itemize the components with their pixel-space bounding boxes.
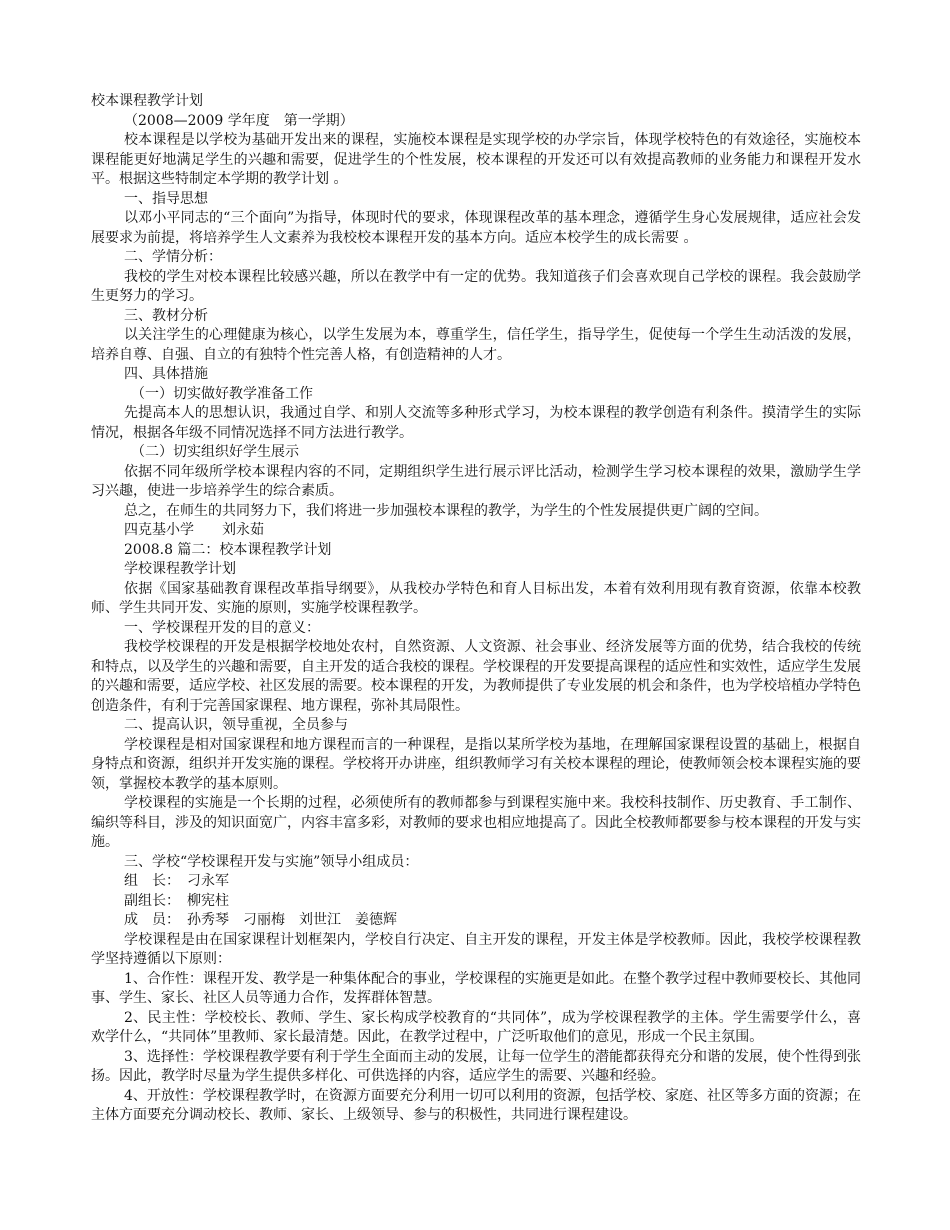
principle-democracy: 2、民主性：学校校长、教师、学生、家长构成学校教育的“共同体”，成为学校课程教学的主体。学生需要学什么，喜欢学什么，“共同体”里教师、家长最清楚。因此，在教学过程中，广泛听取他们的意见，形成一个民主氛围。 bbox=[91, 1009, 861, 1045]
principle-openness: 4、开放性：学校课程教学时，在资源方面要充分利用一切可以利用的资源，包括学校、家庭、社区等多方面的资源；在主体方面要充分调动校长、教师、家长、上级领导、参与的积极性，共同进行课程建设。 bbox=[91, 1087, 861, 1123]
paragraph-purpose: 我校学校课程的开发是根据学校地处农村，自然资源、人文资源、社会事业、经济发展等方面的优势，结合我校的传统和特点，以及学生的兴趣和需要，自主开发的适合我校的课程。学校课程的开发要提高课程的适应性和实效性，适应学生发展的兴趣和需要，适应学校、社区发展的需要。校本课程的开发，为教师提供了专业发展的机会和条件，也为学校培植办学特色创造条件，有利于完善国家课程、地方课程，弥补其局限性。 bbox=[91, 639, 861, 714]
heading-material-analysis: 三、教材分析 bbox=[124, 307, 208, 324]
intro-paragraph: 校本课程是以学校为基础开发出来的课程，实施校本课程是实现学校的办学宗旨，体现学校特色的有效途径，实施校本课程能更好地满足学生的兴趣和需要，促进学生的个性发展，校本课程的开发还可以有效提高教师的业务能力和课程开发水平。根据这些特制定本学期的教学计划 。 bbox=[91, 132, 861, 187]
member-deputy: 副组长： 柳宪柱 bbox=[124, 892, 229, 909]
paragraph-summary: 总之，在师生的共同努力下，我们将进一步加强校本课程的教学，为学生的个性发展提供更广阔的空间。 bbox=[124, 502, 768, 519]
heading-awareness: 二、提高认识，领导重视，全员参与 bbox=[124, 717, 348, 733]
paragraph-showcase: 依据不同年级所学校本课程内容的不同，定期组织学生进行展示评比活动，检测学生学习校本课程的效果，激励学生学习兴趣，使进一步培养学生的综合素质。 bbox=[91, 463, 861, 499]
signature-line: 四克基小学 刘永茹 bbox=[124, 522, 264, 538]
paragraph-awareness-2: 学校课程的实施是一个长期的过程，必须使所有的教师都参与到课程实施中来。我校科技制作、历史教育、手工制作、编织等科目，涉及的知识面宽广，内容丰富多彩，对教师的要求也相应地提高了。因此全校教师都要参与校本课程的开发与实施。 bbox=[91, 795, 861, 850]
doc-title: 校本课程教学计划 bbox=[91, 93, 203, 109]
paragraph-student-analysis: 我校的学生对校本课程比较感兴趣，所以在教学中有一定的优势。我知道孩子们会喜欢现自己学校的课程。我会鼓励学生更努力的学习。 bbox=[91, 268, 861, 304]
heading-measures: 四、具体措施 bbox=[124, 366, 208, 382]
heading-student-analysis: 二、学情分析： bbox=[124, 249, 222, 265]
paragraph-principles: 学校课程是由在国家课程计划框架内，学校自行决定、自主开发的课程，开发主体是学校教师。因此，我校学校课程教学坚持遵循以下原则： bbox=[91, 931, 861, 967]
principle-cooperation: 1、合作性：课程开发、教学是一种集体配合的事业，学校课程的实施更是如此。在整个教学过程中教师要校长、其他同事、学生、家长、社区人员等通力合作，发挥群体智慧。 bbox=[91, 970, 861, 1006]
second-title: 学校课程教学计划 bbox=[124, 561, 236, 577]
term-line: （2008—2009 学年度 第一学期） bbox=[124, 112, 354, 129]
paragraph-basis: 依据《国家基础教育课程改革指导纲要》，从我校办学特色和育人目标出发，本着有效利用现有教育资源，依靠本校教师、学生共同开发、实施的原则，实施学校课程教学。 bbox=[91, 580, 861, 616]
member-list: 成 员： 孙秀琴 刁丽梅 刘世江 姜德辉 bbox=[124, 912, 397, 928]
paragraph-material-analysis: 以关注学生的心理健康为核心，以学生发展为本，尊重学生，信任学生，指导学生，促使每一个学生生动活泼的发展，培养自尊、自强、自立的有独特个性完善人格，有创造精神的人才。 bbox=[91, 327, 861, 363]
document-page bbox=[91, 92, 861, 1126]
heading-purpose: 一、学校课程开发的目的意义： bbox=[124, 619, 320, 636]
date-line: 2008.8 篇二：校本课程教学计划 bbox=[124, 541, 332, 558]
principle-selectivity: 3、选择性：学校课程教学要有利于学生全面而主动的发展，让每一位学生的潜能都获得充分和谐的发展，使个性得到张扬。因此，教学时尽量为学生提供多样化、可供选择的内容，适应学生的需要、兴趣和经验。 bbox=[91, 1048, 861, 1084]
paragraph-awareness-1: 学校课程是相对国家课程和地方课程而言的一种课程，是指以某所学校为基地，在理解国家课程设置的基础上，根据自身特点和资源，组织并开发实施的课程。学校将开办讲座，组织教师学习有关校本课程的理论，使教师领会校本课程实施的要领，掌握校本教学的基本原则。 bbox=[91, 736, 861, 792]
paragraph-preparation: 先提高本人的思想认识，我通过自学、和别人交流等多种形式学习，为校本课程的教学创造有利条件。摸清学生的实际情况，根据各年级不同情况选择不同方法进行教学。 bbox=[91, 405, 861, 441]
member-leader: 组 长： 刁永军 bbox=[124, 873, 229, 889]
subheading-showcase: （二）切实组织好学生展示 bbox=[131, 444, 299, 460]
heading-guiding-ideology: 一、指导思想 bbox=[124, 190, 208, 207]
subheading-preparation: （一）切实做好教学准备工作 bbox=[131, 385, 313, 402]
paragraph-guiding-ideology: 以邓小平同志的“三个面向”为指导，体现时代的要求，体现课程改革的基本理念，遵循学生身心发展规律，适应社会发展要求为前提，将培养学生人文素养为我校校本课程开发的基本方向。适应本校学生的成长需要 。 bbox=[91, 210, 861, 246]
heading-leadership-group: 三、学校“学校课程开发与实施”领导小组成员： bbox=[124, 853, 419, 870]
